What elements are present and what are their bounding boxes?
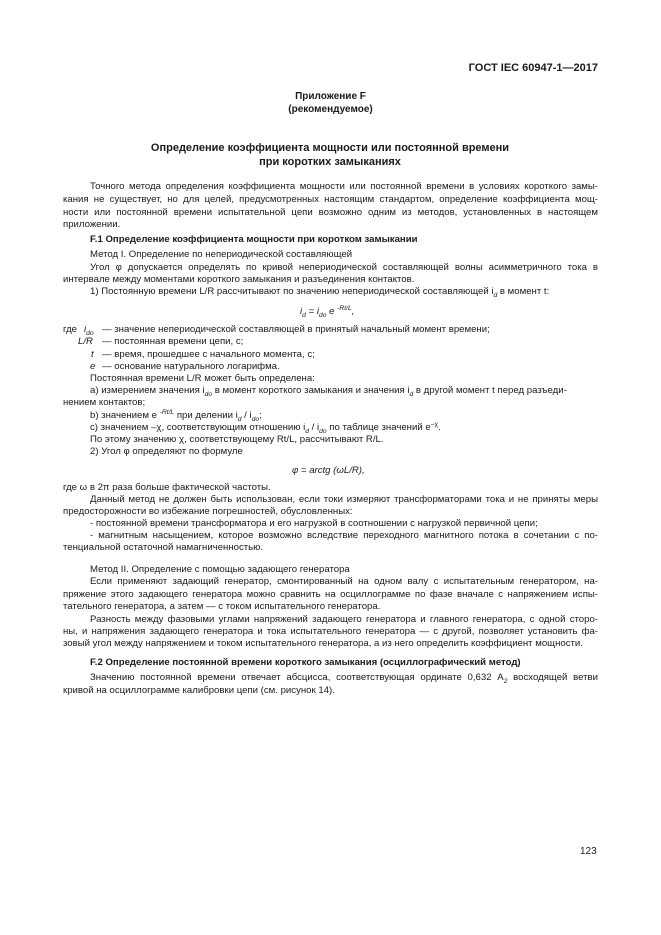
- annex-status: (рекомендуемое): [288, 104, 373, 115]
- def-text: — значение непериодической составляющей в принятый начальный момент времени;: [102, 324, 490, 335]
- section-f2-heading: F.2 Определение постоянной времени короткого замыкания (осциллографический метод): [90, 657, 521, 668]
- main-title-line2: при коротких замыканиях: [259, 156, 401, 168]
- method2-heading: Метод II. Определение с помощью задающего генератора: [90, 564, 350, 575]
- item-c-line: c) значением –χ, соответствующим отношению $i_d / i_{do}$ по таблице значений $e^{-\chi}$.: [90, 420, 441, 435]
- def-symbol: $i_{do}$: [84, 324, 94, 337]
- def-symbol: L/R: [78, 336, 93, 347]
- f2-line: Значению постоянной времени отвечает абсцисса, соответствующая ординате 0,632 $A_2$ восходящей ветви: [90, 672, 598, 685]
- main-title-line1: Определение коэффициента мощности или постоянной времени: [150, 142, 510, 154]
- def-text: — время, прошедшее с начального момента, с;: [102, 349, 315, 360]
- angle-line: Угол φ допускается определять по кривой непериодической составляющей волны асимметричного тока в: [90, 262, 598, 273]
- angle-line: интервале между моментами короткого замыкания и разъединения контактов.: [63, 274, 415, 285]
- method1-heading: Метод I. Определение по непериодической составляющей: [90, 249, 353, 260]
- item-a-line: нением контактов;: [63, 397, 146, 408]
- lr-line: Постоянная времени L/R может быть определена:: [90, 373, 315, 384]
- omega-line: где ω в 2π раза больше фактической частоты.: [63, 482, 271, 493]
- standard-header: ГОСТ IEC 60947-1—2017: [468, 62, 598, 74]
- def-text: — основание натурального логарифма.: [102, 361, 280, 372]
- f2-line: кривой на осциллограмме калибровки цепи (см. рисунок 14).: [63, 685, 335, 696]
- item-b-line: b) значением e $^{-Rt/L}$ при делении $i_d / i_{do}$;: [90, 408, 262, 423]
- warning-line: предосторожности во избежание погрешностей, обусловленных:: [63, 506, 353, 517]
- generator-line: пряжение этого задающего генератора можно сравнить на осциллограмме по фазе вначале с напряжением испы-: [63, 589, 598, 600]
- page-number: 123: [580, 846, 597, 857]
- phase-diff-line: ны, и напряжения задающего генератора и тока испытательного генератора — с другой, позволяет установить фа-: [63, 626, 598, 637]
- where-label: где: [63, 324, 78, 335]
- formula-1: $i_d = i_{do}$ e $^{-Rt/L}$,: [300, 304, 355, 319]
- def-text: — постоянная времени цепи, с;: [102, 336, 244, 347]
- annex-title: Приложение F: [295, 91, 366, 102]
- section-f1-heading: F.1 Определение коэффициента мощности при коротком замыкании: [90, 234, 418, 245]
- intro-line: Точного метода определения коэффициента мощности или постоянной времени в условиях короткого замы-: [90, 181, 598, 192]
- bullet-item: - магнитным насыщением, которое возможно вследствие переходного магнитного потока в сочетании с по-: [90, 530, 598, 541]
- generator-line: Если применяют задающий генератор, смонтированный на одном валу с испытательным генератором, на-: [90, 576, 598, 587]
- generator-line: тательного генератора, а затем — с током испытательного генератора.: [63, 601, 381, 612]
- chi-line: По этому значению χ, соответствующему Rt/L, рассчитывают R/L.: [90, 434, 384, 445]
- item-a-line: а) измерением значения $i_{do}$ в момент короткого замыкания и значения $i_d$ в другой момент t перед разъеди-: [90, 385, 567, 398]
- intro-line: кания не существует, но для целей, предусмотренных настоящим стандартом, определение коэффициента мощ-: [63, 194, 598, 205]
- warning-line: Данный метод не должен быть использован, если токи измеряют трансформаторами тока и не приняты меры: [90, 494, 598, 505]
- def-symbol: t: [91, 349, 94, 360]
- def-symbol: e: [90, 361, 96, 372]
- formula-2: φ = arctg (ωL/R),: [292, 465, 365, 476]
- intro-line: приложении.: [63, 219, 121, 230]
- bullet-item: тенциальной остаточной намагниченностью.: [63, 542, 264, 553]
- intro-line: ности или постоянной времени испытательной цепи возможно одним из методов, установленных в настоящем: [63, 207, 598, 218]
- step2-line: 2) Угол φ определяют по формуле: [90, 446, 243, 457]
- bullet-item: - постоянной времени трансформатора и его нагрузкой в соотношении с нагрузкой первичной цепи;: [90, 518, 538, 529]
- phase-diff-line: зовый угол между напряжением и током испытательного генератора, а из него определить коэффициент мощности.: [63, 638, 583, 649]
- phase-diff-line: Разность между фазовыми углами напряжений задающего генератора и главного генератора, с одной сторо-: [90, 614, 598, 625]
- step1-line: 1) Постоянную времени L/R рассчитывают по значению непериодической составляющей $i_d$ в момент t:: [90, 286, 550, 299]
